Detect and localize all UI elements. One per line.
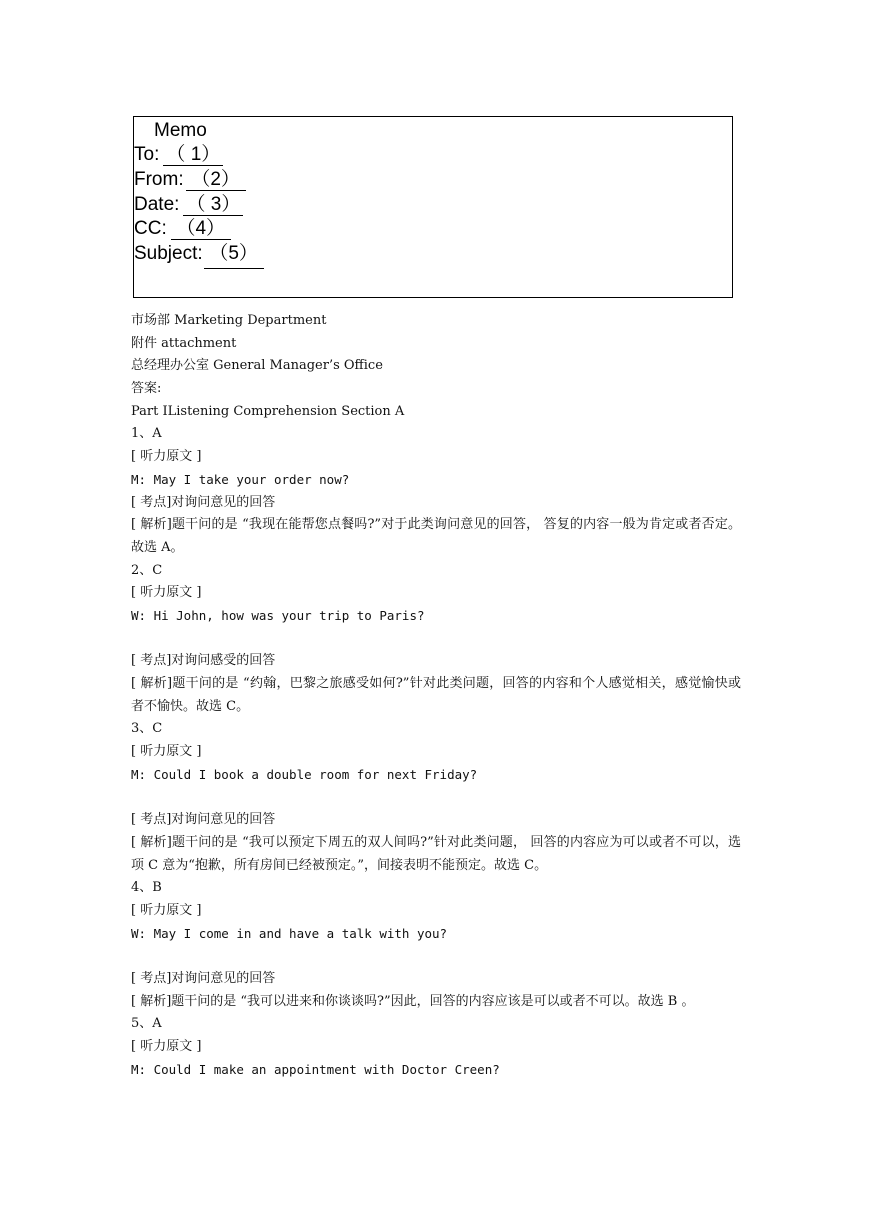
answers-label: 答案: [131,381,162,397]
listening-script-tag: [ 听力原文 ] [131,1039,202,1055]
analysis: [ 解析]题干问的是 “我现在能帮您点餐吗?”对于此类询问意见的回答， 答复的内容一般为肯定或者否定。故选 A。 [131,517,741,555]
listening-script-tag: [ 听力原文 ] [131,744,202,760]
memo-date-blank: （ 3） [183,194,243,216]
listening-script: M: Could I make an appointment with Doctor Creen? [131,1061,500,1077]
memo-to-row [134,144,223,166]
blank-line [131,787,741,810]
listening-script: W: May I come in and have a talk with you? [131,925,448,941]
listening-script-tag: [ 听力原文 ] [131,585,202,601]
test-point: [ 考点]对询问意见的回答 [131,812,276,828]
vocab-line: 总经理办公室 General Manager’s Office [131,358,383,374]
memo-cc-row [134,218,231,240]
listening-script: M: Could I book a double room for next Friday? [131,766,478,782]
analysis: [ 解析]题干问的是 “约翰，巴黎之旅感受如何?”针对此类问题，回答的内容和个人感觉相关，感觉愉快或者不愉快。故选 C。 [131,676,741,714]
analysis: [ 解析]题干问的是 “我可以进来和你谈谈吗?”因此，回答的内容应该是可以或者不可以。故选 B 。 [131,993,695,1009]
memo-box [133,116,733,298]
blank-line [131,628,741,651]
analysis: [ 解析]题干问的是 “我可以预定下周五的双人间吗?”针对此类问题， 回答的内容应为可以或者不可以，选项 C 意为“抱歉，所有房间已经被预定。”，间接表明不能预定。故选 C。 [131,834,741,873]
blank-line [131,945,741,968]
memo-from-label: From: [134,169,184,190]
listening-script-tag: [ 听力原文 ] [131,902,202,918]
memo-subject-blank: （5） [204,243,264,269]
question-number: 5、A [131,1016,162,1032]
listening-script: W: Hi John, how was your trip to Paris? [131,607,425,623]
memo-cc-label: CC: [134,218,167,239]
memo-cc-blank: （4） [171,218,231,240]
question-number: 2、C [131,562,163,578]
memo-from-blank: （2） [186,169,246,191]
vocab-line: 附件 attachment [131,335,237,351]
question-number: 3、C [131,721,163,737]
part-heading: Part ⅠListening Comprehension Section A [131,403,405,419]
test-point: [ 考点]对询问意见的回答 [131,494,276,510]
memo-title: Memo [154,120,207,141]
answer-text [131,310,741,1081]
vocab-line: 市场部 Marketing Department [131,313,327,328]
memo-subject-row [134,243,264,269]
listening-script-tag: [ 听力原文 ] [131,449,202,465]
question-number: 1、A [131,426,162,442]
memo-subject-label: Subject: [134,243,203,264]
listening-script: M: May I take your order now? [131,471,350,487]
question-number: 4、B [131,880,162,896]
memo-to-label: To: [134,144,160,165]
memo-from-row [134,169,246,191]
test-point: [ 考点]对询问感受的回答 [131,653,276,669]
test-point: [ 考点]对询问意见的回答 [131,971,276,987]
memo-date-row [134,194,243,216]
memo-date-label: Date: [134,194,180,215]
memo-to-blank: （ 1） [163,144,223,166]
